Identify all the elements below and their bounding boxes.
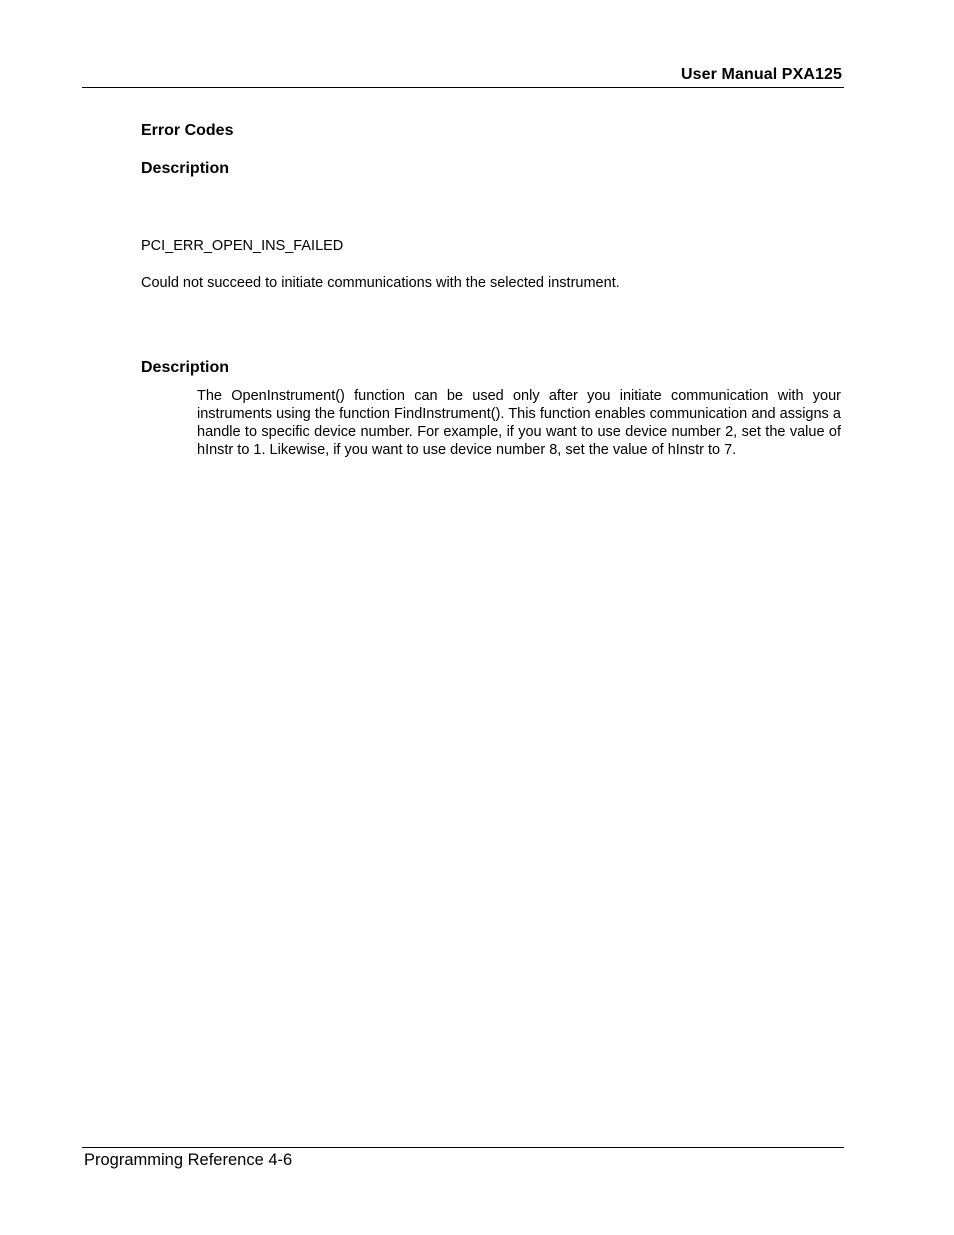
- footer-text: Programming Reference 4-6: [84, 1151, 293, 1169]
- description-paragraph: The OpenInstrument() function can be used only after you initiate communication with your instruments using the function FindInstrument(). This function enables communication and assigns a handle to specific device number. For example, if you want to use device number 2, set the value of hInstr to 1. Likewise, if you want to use device number 8, set the value of hInstr to 7.: [197, 388, 841, 458]
- error-codes-heading: Error Codes: [141, 122, 234, 139]
- header-title: User Manual PXA125: [681, 66, 842, 83]
- page-footer: [82, 1147, 844, 1169]
- description-heading-2: Description: [141, 359, 230, 376]
- error-description: Could not succeed to initiate communications with the selected instrument.: [141, 275, 620, 291]
- error-code: PCI_ERR_OPEN_INS_FAILED: [141, 238, 344, 254]
- description-heading-1: Description: [141, 160, 230, 177]
- page-header: [82, 64, 844, 88]
